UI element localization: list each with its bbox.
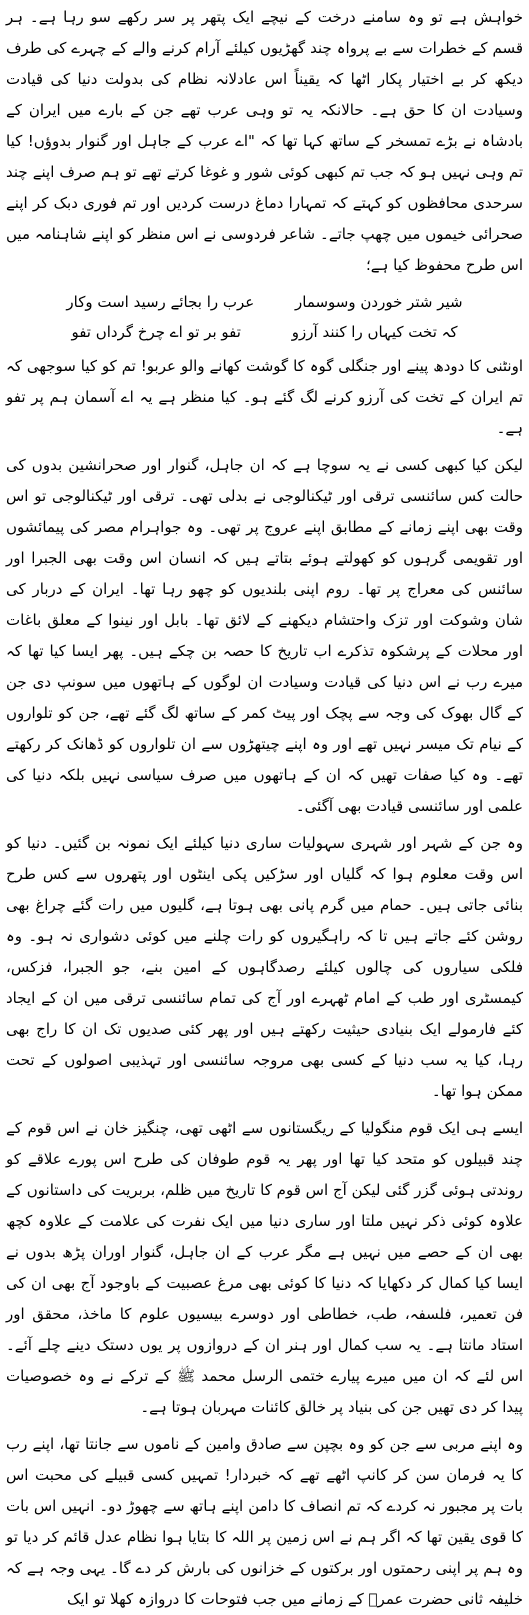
couplet-1-first-line: شیر شتر خوردن وسوسمار [295, 293, 463, 311]
couplet-2 [6, 317, 523, 347]
paragraph-science-progress: لیکن کیا کبھی کسی نے یہ سوچا ہے کہ ان جاہل، گنوار اور صحرانشین بدوں کی حالت کس سائنسی ترقی اور ٹیکنالوجی نے بدلی تھی۔ ترقی اور ٹیکنالوجی تو اس وقت بھی اپنے زمانے کے مطابق اپنے عروج پر تھی۔ وہ جواہرام مصر کی پیمائشوں اور تقویمی گرہوں کو کھولتے ہوئے بتاتے ہیں کہ انسان اس وقت بھی الجبرا اور سائنس کی معراج پر تھا۔ روم اپنی بلندیوں کو چھو رہا تھا۔ ایران کے دربار کی شان وشوکت اور تزک واحتشام دیکھنے کے لائق تھا۔ بابل اور نینوا کے معلق باغات اور محلات کے پرشکوہ تذکرے اب تاریخ کا حصہ بن چکے ہیں۔ پھر ایسا کیا تھا کہ میرے رب نے اس دنیا کی قیادت وسیادت ان لوگوں کے ہاتھوں میں سونپ دی جن کے گال بھوک کی وجہ سے پچک اور پیٹ کمر کے ساتھ لگ گئے تھے، جن کو تلواروں کے نیام تک میسر نہیں تھے اور وہ اپنے چیتھڑوں سے ان تلواروں کو ڈھانک کر رکھتے تھے۔ وہ کیا صفات تھیں کہ ان کے ہاتھوں میں صرف سیاسی نہیں بلکہ دنیا کی علمی اور سائنسی قیادت بھی آگئی۔ [6, 456, 523, 815]
paragraph-mongols: ایسے ہی ایک قوم منگولیا کے ریگستانوں سے اٹھی تھی، چنگیز خان نے اس قوم کے چند قبیلوں کو متحد کیا تھا اور پھر یہ قوم طوفان کی طرح اس پورے علاقے کو روندتی ہوئی گزر گئی لیکن آج اس قوم کا تاریخ میں ظلم، بربریت کی داستانوں کے علاوہ کوئی ذکر نہیں ملتا اور ساری دنیا میں ایک نفرت کی علامت کے علاوہ کچھ بھی ان کے حصے میں نہیں ہے مگر عرب کے ان جاہل، گنوار اوران پڑھ بدوں نے ایسا کیا کمال کر دکھایا کہ دنیا کا کوئی بھی مرغ عصبیت کے باوجود آج بھی ان کی فن تعمیر، فلسفہ، طب، خطاطی اور دوسرے بیسیوں علوم کا ماخذ، محقق اور استاد مانتا ہے۔ یہ سب کمال اور ہنر ان کے دروازوں پر یوں دستک دینے چلے آئے۔ اس لئے کہ ان میں میرے پیارے ختمی الرسل محمد ﷺ کے ترکے نے وہ خصوصیات پیدا کر دی تھیں جن کی بنیاد پر خالق کائنات مہربان ہوتا ہے۔ [6, 1119, 523, 1416]
persian-couplets [6, 287, 523, 347]
couplet-1-second-line: عرب را بجائے رسید است وکار [66, 293, 255, 311]
couplet-2-second-line: تفو بر تو اے چرخ گرداں تفو [71, 323, 241, 341]
paragraph-cities: وہ جن کے شہر اور شہری سہولیات ساری دنیا کیلئے ایک نمونہ بن گئیں۔ دنیا کو اس وقت معلوم ہوا کہ گلیاں اور سڑکیں پکی اینٹوں اور پتھروں سے کس طرح بنائی جاتی ہیں۔ حمام میں گرم پانی بھی ہوتا ہے، گلیوں میں رات گئے چراغ بھی روشن کئے جاتے ہیں تا کہ راہگیروں کو رات چلنے میں کوئی دشواری نہ ہو۔ وہ فلکی سیاروں کی چالوں کیلئے رصدگاہوں کے امین بنے، جو الجبرا، فزکس، کیمسٹری اور طب کے امام ٹھہرے اور آج کی تمام سائنسی ترقی میں ان کے ایجاد کئے فارمولے ایک بنیادی حیثیت رکھتے ہیں اور پھر کئی صدیوں تک ان کا راج بھی رہا، کیا یہ سب دنیا کے کسی بھی مروجہ سائنسی اور تہذیبی اصولوں کے تحت ممکن ہوا تھا۔ [6, 834, 523, 1100]
couplet-1 [6, 287, 523, 317]
paragraph-camel-milk: اونٹنی کا دودھ پینے اور جنگلی گوہ کا گوشت کھانے والو عربو! تم کو کیا سوجھی کہ تم ایران کے تخت کی آرزو کرنے لگ گئے ہو۔ کیا منظر ہے یہ اے آسمان ہم پر تفو ہے۔ [6, 357, 523, 437]
paragraph-justice: وہ اپنے مربی سے جن کو وہ بچپن سے صادق وامین کے ناموں سے جانتا تھا، اپنے رب کا یہ فرمان سن کر کانپ اٹھے تھے کہ خبردار! تمہیں کسی قبیلے کی محبت اس بات پر مجبور نہ کردے کہ تم انصاف کا دامن اپنے ہاتھ سے چھوڑ دو۔ انہیں اس بات کا قوی یقین تھا کہ اگر ہم نے اس زمین پر اللہ کا بتایا ہوا نظام عدل قائم کر دیا تو وہ ہم پر اپنی رحمتوں اور برکتوں کے خزانوں کی بارش کر دے گا۔ یہی وجہ ہے کہ خلیفہ ثانی حضرت عمرؓ کے زمانے میں جب فتوحات کا دروازہ کھلا تو ایک [6, 1435, 523, 1608]
couplet-2-first-line: کہ تخت کیہاں را کنند آرزو [291, 323, 458, 341]
paragraph-intro: خواہش ہے تو وہ سامنے درخت کے نیچے ایک پتھر پر سر رکھے سو رہا ہے۔ ہر قسم کے خطرات سے بے پرواہ چند گھڑیوں کیلئے آرام کرنے والے کے چہرے کی طرف دیکھ کر بے اختیار پکار اٹھا کہ یقیناً اس عادلانہ نظام کی بدولت دنیا کی قیادت وسیادت ان کا حق ہے۔ حالانکہ یہ تو وہی عرب تھے جن کے بارے میں ایران کے بادشاہ نے بڑے تمسخر کے ساتھ کہا تھا کہ "اے عرب کے جاہل اور گنوار بدوؤں! کیا تم وہی نہیں ہو کہ جب تم کبھی کوئی شور و غوغا کرتے تھے تو ہم صرف اپنے چند سرحدی محافظوں کو کہتے کہ تمہارا دماغ درست کردیں اور تم فوری دبک کر اپنے صحرائی خیموں میں چھپ جاتے۔ شاعر فردوسی نے اس منظر کو اپنے شاہنامہ میں اس طرح محفوظ کیا ہے؛ [6, 8, 523, 274]
